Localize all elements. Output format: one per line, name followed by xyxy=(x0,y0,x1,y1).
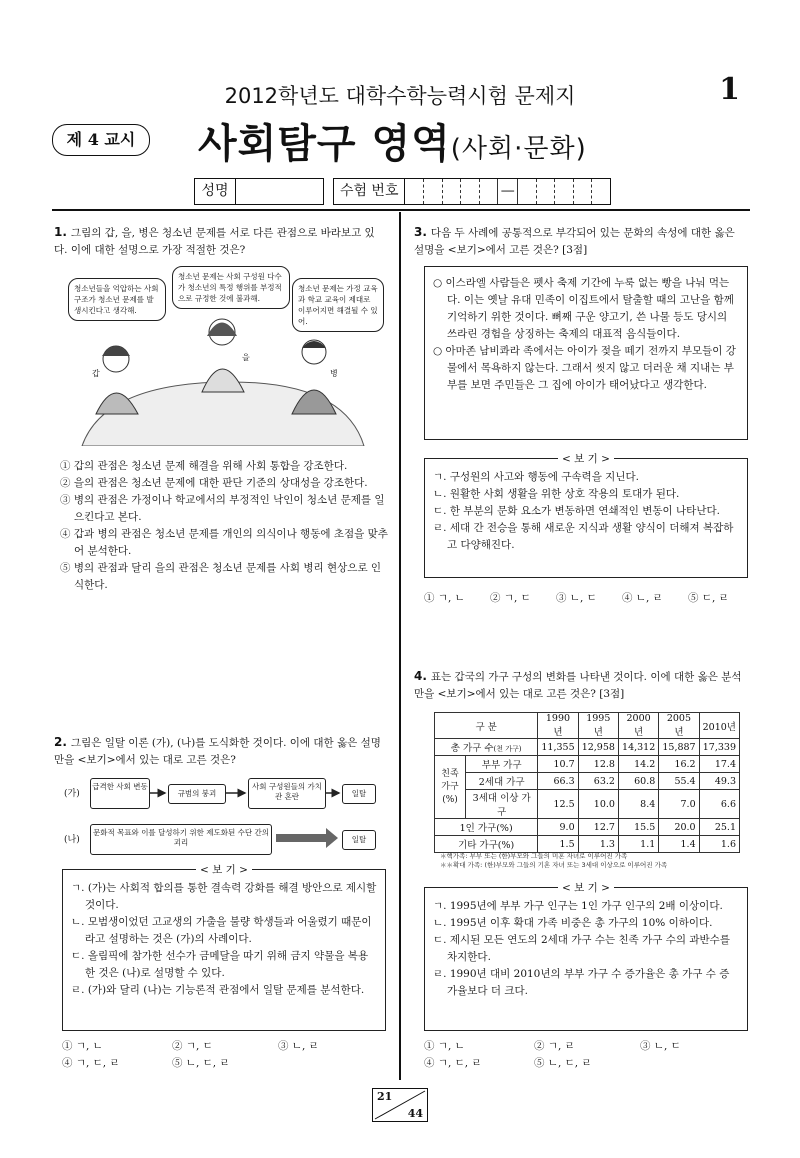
page-current: 21 xyxy=(377,1090,393,1103)
q4-cell: 1.4 xyxy=(659,836,699,853)
session-label: 제 4 교시 xyxy=(52,124,150,156)
q1-number: 1. xyxy=(54,225,67,239)
q3-answer-1[interactable]: ① ㄱ, ㄴ xyxy=(424,592,465,604)
q2-answer-2[interactable]: ② ㄱ, ㄷ xyxy=(172,1040,213,1052)
page-counter xyxy=(372,1088,428,1122)
q3-bogi-2: ㄴ. 원활한 사회 생활을 위한 상호 작용의 토대가 된다. xyxy=(433,488,680,500)
q4-bogi-1: ㄱ. 1995년에 부부 가구 인구는 1인 가구 인구의 2배 이상이다. xyxy=(433,900,723,912)
name-label: 성명 xyxy=(195,179,236,204)
q2-ga-box4: 일탈 xyxy=(342,784,376,804)
q4-year: 2000년 xyxy=(618,713,658,739)
q4-cell: 17,339 xyxy=(699,739,739,756)
q3-answer-3[interactable]: ③ ㄴ, ㄷ xyxy=(556,592,597,604)
q1-person-a: 갑 xyxy=(92,369,100,378)
q4-answer-4[interactable]: ④ ㄱ, ㄷ, ㄹ xyxy=(424,1057,482,1069)
q3-bogi-box xyxy=(424,453,748,578)
q4-cell: 1.1 xyxy=(618,836,658,853)
q2-answer-5[interactable]: ⑤ ㄴ, ㄷ, ㄹ xyxy=(172,1057,230,1069)
subject-title xyxy=(198,112,587,169)
q4-year: 1995년 xyxy=(578,713,618,739)
q4-total-label: 총 가구 수(천 가구) xyxy=(435,739,538,756)
q4-year: 2010년 xyxy=(699,713,739,739)
subject-main: 사회탐구 영역 xyxy=(198,121,451,167)
q4-kin-label: 친족 가구 (%) xyxy=(435,756,466,819)
page-total: 44 xyxy=(407,1107,423,1120)
q1-options xyxy=(60,458,390,594)
q4-cell: 66.3 xyxy=(538,773,578,790)
q4-answer-5[interactable]: ⑤ ㄴ, ㄷ, ㄹ xyxy=(534,1057,592,1069)
q2-bogi-2: ㄴ. 모범생이었던 고교생의 가출을 불량 학생들과 어울렸기 때문이라고 설명하는 것은 (가)의 사례이다. xyxy=(71,916,372,945)
q4-stem: 4. 표는 갑국의 가구 구성의 변화를 나타낸 것이다. 이에 대한 옳은 분석만을 <보기>에서 있는 대로 고른 것은? [3점] xyxy=(414,669,742,700)
q3-answer-2[interactable]: ② ㄱ, ㄷ xyxy=(490,592,531,604)
q3-case-1: ○ 이스라엘 사람들은 펫사 축제 기간에 누룩 없는 빵을 나눠 먹는다. 이는 옛날 유대 민족이 이집트에서 탈출할 때의 고난을 함께 기억하기 위한 것이다. 뼈째 구운 양고기, 쓴 나물 등도 당시의 쓰라린 경험을 상징하는 축제의 대표적 음식들이다. xyxy=(433,277,734,340)
q4-single-label: 1인 가구(%) xyxy=(435,819,538,836)
q3-bogi-3: ㄷ. 한 부분의 문화 요소가 변동하면 연쇄적인 변동이 나타난다. xyxy=(433,505,720,517)
q3-answer-5[interactable]: ⑤ ㄷ, ㄹ xyxy=(688,592,729,604)
column-divider xyxy=(399,212,401,1080)
q2-ga-label: (가) xyxy=(64,789,80,799)
q3-answer-4[interactable]: ④ ㄴ, ㄹ xyxy=(622,592,663,604)
q2-bogi-3: ㄷ. 올림픽에 참가한 선수가 금메달을 따기 위해 금지 약물을 복용한 것은 (나)로 설명할 수 있다. xyxy=(71,950,369,979)
exam-number-label: 수험 번호 xyxy=(334,179,405,204)
q4-cell: 55.4 xyxy=(659,773,699,790)
q4-cell: 63.2 xyxy=(578,773,618,790)
q1-option-2[interactable]: ② 을의 관점은 청소년 문제에 대한 판단 기준의 상대성을 강조한다. xyxy=(60,477,368,489)
q4-bogi-title: < 보 기 > xyxy=(558,882,614,894)
q4-cell: 1.5 xyxy=(538,836,578,853)
q1-bubble-b: 청소년 문제는 사회 구성원 다수가 청소년의 특정 행위를 부정적으로 규정한 것에 불과해. xyxy=(172,266,290,309)
q3-case-box xyxy=(424,266,748,440)
q2-stem: 2. 그림은 일탈 이론 (가), (나)를 도식화한 것이다. 이에 대한 옳은 설명만을 <보기>에서 있는 대로 고른 것은? xyxy=(54,735,381,766)
q2-diagram xyxy=(64,776,384,856)
q4-footnote-1: ＊핵가족: 부부 또는 (한)부모와 그들의 미혼 자녀로 이루어진 가족 xyxy=(440,852,628,860)
q4-cell: 14.2 xyxy=(618,756,658,773)
q4-cell: 1.3 xyxy=(578,836,618,853)
q3-stem: 3. 다음 두 사례에 공통적으로 부각되어 있는 문화의 속성에 대한 옳은 설명을 <보기>에서 고른 것은? [3점] xyxy=(414,225,735,256)
q2-bogi-4: ㄹ. (가)와 달리 (나)는 기능론적 관점에서 일탈 문제를 분석한다. xyxy=(71,984,365,996)
q2-bogi-1: ㄱ. (가)는 사회적 합의를 통한 결속력 강화를 해결 방안으로 제시할 것이다. xyxy=(71,882,377,911)
q4-cell: 6.6 xyxy=(699,790,739,819)
q1-person-c: 병 xyxy=(330,369,338,378)
q4-answer-3[interactable]: ③ ㄴ, ㄷ xyxy=(640,1040,681,1052)
subject-sub: (사회·문화) xyxy=(450,134,587,164)
q2-answer-4[interactable]: ④ ㄱ, ㄷ, ㄹ xyxy=(62,1057,120,1069)
q3-bogi-title: < 보 기 > xyxy=(558,453,614,465)
q4-cell: 15,887 xyxy=(659,739,699,756)
q4-cell: 12.8 xyxy=(578,756,618,773)
q4-cell: 9.0 xyxy=(538,819,578,836)
q4-bogi-box xyxy=(424,882,748,1031)
q2-ga-box1: 급격한 사회 변동 xyxy=(90,778,150,809)
q1-bubble-c: 청소년 문제는 가정 교육과 학교 교육이 제대로 이루어지면 해결될 수 있어. xyxy=(292,278,384,332)
q4-cell: 14,312 xyxy=(618,739,658,756)
q2-bogi-box xyxy=(62,864,386,1031)
q1-option-1[interactable]: ① 갑의 관점은 청소년 문제 해결을 위해 사회 통합을 강조한다. xyxy=(60,460,348,472)
q4-cell: 15.5 xyxy=(618,819,658,836)
q4-cell: 60.8 xyxy=(618,773,658,790)
q3-number: 3. xyxy=(414,225,427,239)
exam-number-field[interactable] xyxy=(333,178,611,205)
q4-cell: 12.7 xyxy=(578,819,618,836)
q1-option-3[interactable]: ③ 병의 관점은 가정이나 학교에서의 부정적인 낙인이 청소년 문제를 일으킨다고 본다. xyxy=(60,494,385,523)
q4-cell: 10.0 xyxy=(578,790,618,819)
q4-year: 1990년 xyxy=(538,713,578,739)
q1-bubble-a: 청소년들을 억압하는 사회 구조가 청소년 문제를 발생시킨다고 생각해. xyxy=(68,278,166,321)
q2-ga-box2: 규범의 붕괴 xyxy=(168,784,226,804)
q4-answer-2[interactable]: ② ㄱ, ㄹ xyxy=(534,1040,575,1052)
q4-other-label: 기타 가구(%) xyxy=(435,836,538,853)
q3-case-2: ○ 아마존 남비콰라 족에서는 아이가 젖을 떼기 전까지 부모들이 강물에서 목욕하지 않는다. 그래서 씻지 않고 더러운 채 지내는 부부를 보면 주민들은 그 집에 아이가 태어났다고 생각한다. xyxy=(433,345,736,391)
q4-cell: 12.5 xyxy=(538,790,578,819)
q4-data-table xyxy=(434,712,740,853)
q4-cell: 7.0 xyxy=(659,790,699,819)
page-number: 1 xyxy=(719,72,740,107)
q4-cell: 17.4 xyxy=(699,756,739,773)
q4-answer-1[interactable]: ① ㄱ, ㄴ xyxy=(424,1040,465,1052)
q4-footnote-2: ＊＊확대 가족: (한)부모와 그들의 기혼 자녀 또는 3세대 이상으로 이루어진 가족 xyxy=(440,861,668,869)
q3-bogi-4: ㄹ. 세대 간 전승을 통해 새로운 지식과 생활 양식이 더해져 복잡하고 다양해진다. xyxy=(433,522,734,551)
exam-title: 2012학년도 대학수학능력시험 문제지 xyxy=(224,84,576,108)
q2-ga-box3: 사회 구성원들의 가치관 혼란 xyxy=(248,778,326,809)
q4-footnotes xyxy=(440,852,750,870)
q2-bogi-title: < 보 기 > xyxy=(196,864,252,876)
q2-answer-3[interactable]: ③ ㄴ, ㄹ xyxy=(278,1040,319,1052)
q4-cell: 10.7 xyxy=(538,756,578,773)
q2-answer-1[interactable]: ① ㄱ, ㄴ xyxy=(62,1040,103,1052)
q4-row-label: 3세대 이상 가구 xyxy=(466,790,538,819)
q4-bogi-2: ㄴ. 1995년 이후 확대 가족 비중은 총 가구의 10% 이하이다. xyxy=(433,917,713,929)
q1-person-b: 을 xyxy=(242,353,250,362)
q4-cell: 8.4 xyxy=(618,790,658,819)
q4-cell: 11,355 xyxy=(538,739,578,756)
exam-number-dash: — xyxy=(498,179,518,204)
q4-cell: 16.2 xyxy=(659,756,699,773)
q4-cell: 20.0 xyxy=(659,819,699,836)
q4-number: 4. xyxy=(414,669,427,683)
q4-cell: 1.6 xyxy=(699,836,739,853)
q4-row-label: 부부 가구 xyxy=(466,756,538,773)
q4-cell: 49.3 xyxy=(699,773,739,790)
q4-cell: 25.1 xyxy=(699,819,739,836)
q4-header-label: 구 분 xyxy=(435,713,538,739)
q1-stem: 1. 그림의 갑, 을, 병은 청소년 문제를 서로 다른 관점으로 바라보고 있다. 이에 대한 설명으로 가장 적절한 것은? xyxy=(54,225,375,256)
name-field[interactable] xyxy=(194,178,324,205)
q1-illustration xyxy=(64,264,382,446)
q2-number: 2. xyxy=(54,735,67,749)
q2-na-box1: 문화적 목표와 이를 달성하기 위한 제도화된 수단 간의 괴리 xyxy=(90,824,272,855)
header-rule xyxy=(52,209,750,211)
q4-year: 2005년 xyxy=(659,713,699,739)
q3-answers xyxy=(424,590,754,608)
q1-option-5[interactable]: ⑤ 병의 관점과 달리 을의 관점은 청소년 문제를 사회 병리 현상으로 인식한다. xyxy=(60,562,382,591)
q2-na-box2: 일탈 xyxy=(342,830,376,850)
q3-bogi-1: ㄱ. 구성원의 사고와 행동에 구속력을 지닌다. xyxy=(433,471,639,483)
q4-cell: 12,958 xyxy=(578,739,618,756)
q2-na-label: (나) xyxy=(64,835,80,845)
q4-row-label: 2세대 가구 xyxy=(466,773,538,790)
q4-bogi-3: ㄷ. 제시된 모든 연도의 2세대 가구 수는 친족 가구 수의 과반수를 차지한다. xyxy=(433,934,730,963)
q1-option-4[interactable]: ④ 갑과 병의 관점은 청소년 문제를 개인의 의식이나 행동에 초점을 맞추어 분석한다. xyxy=(60,528,388,557)
q4-bogi-4: ㄹ. 1990년 대비 2010년의 부부 가구 수 증가율은 총 가구 수 증가율보다 더 크다. xyxy=(433,968,730,997)
